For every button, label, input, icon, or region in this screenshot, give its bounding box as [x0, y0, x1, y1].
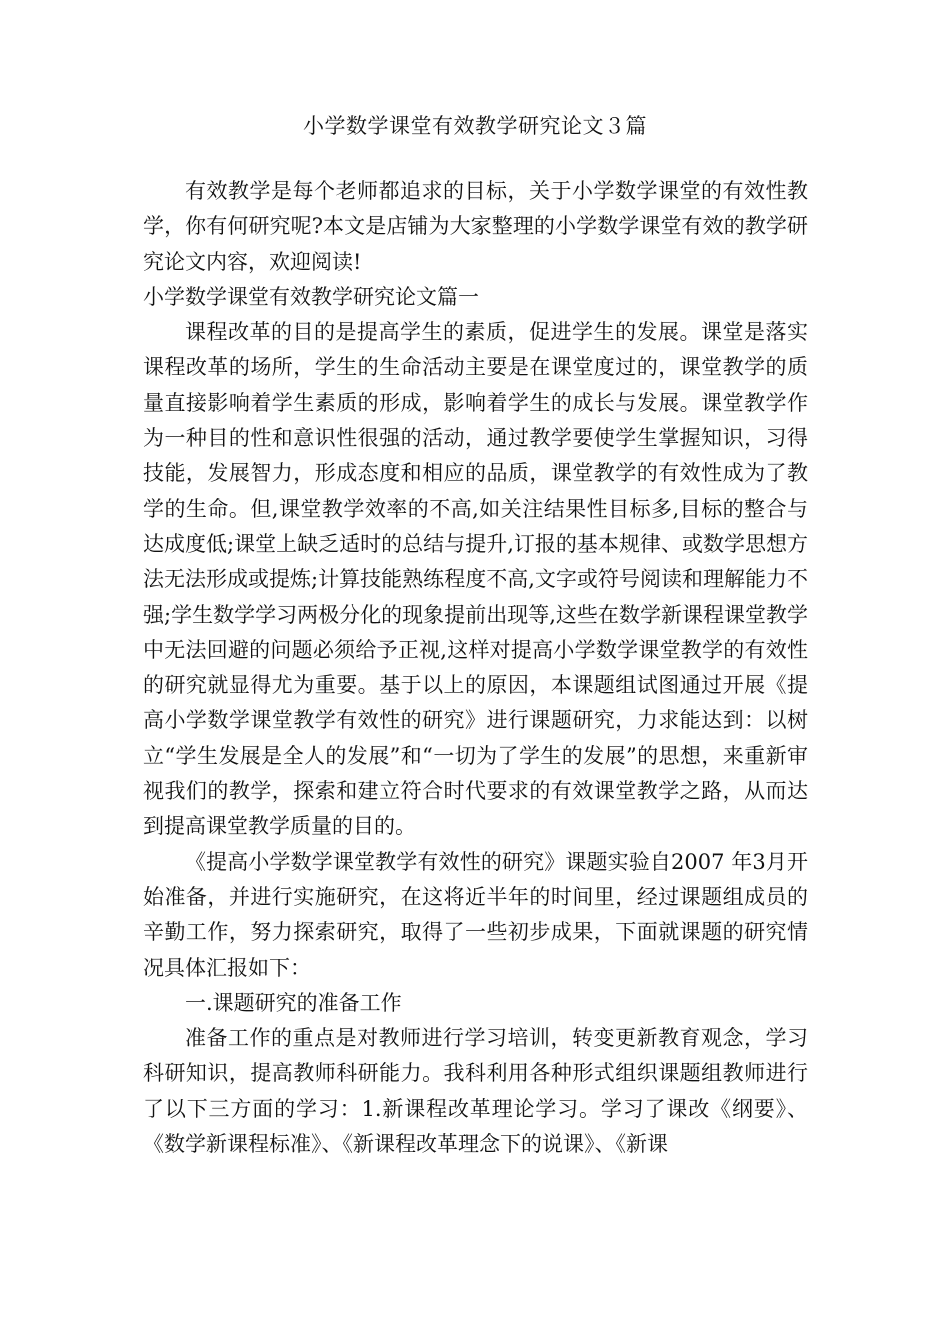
paragraph-background: 课程改革的目的是提高学生的素质，促进学生的发展。课堂是落实课程改革的场所，学生的生命活动主要是在课堂度过的，课堂教学的质量直接影响着学生素质的形成，影响着学生的成长与发展。课堂教学作为一种目的性和意识性很强的活动，通过教学要使学生掌握知识，习得技能，发展智力，形成态度和相应的品质，课堂教学的有效性成为了教学的生命。但,课堂教学效率的不高,如关注结果性目标多,目标的整合与达成度低;课堂上缺乏适时的总结与提升,订报的基本规律、或数学思想方法无法形成或提炼;计算技能熟练程度不高,文字或符号阅读和理解能力不强;学生数学学习两极分化的现象提前出现等,这些在数学新课程课堂教学中无法回避的问题必须给予正视,这样对提高小学数学课堂教学的有效性的研究就显得尤为重要。基于以上的原因，本课题组试图通过开展《提高小学数学课堂教学有效性的研究》进行课题研究，力求能达到：以树立“学生发展是全人的发展”和“一切为了学生的发展”的思想，来重新审视我们的教学，探索和建立符合时代要求的有效课堂教学之路，从而达到提高课堂教学质量的目的。: [143, 320, 808, 839]
paragraph-preparation: 准备工作的重点是对教师进行学习培训，转变更新教育观念，学习科研知识，提高教师科研能力。我科利用各种形式组织课题组教师进行了以下三方面的学习：1.新课程改革理论学习。学习了课改《纲要》、《数学新课程标准》、《新课程改革理念下的说课》、《新课: [143, 1026, 808, 1157]
paragraph-intro: 有效教学是每个老师都追求的目标，关于小学数学课堂的有效性教学，你有何研究呢?本文是店铺为大家整理的小学数学课堂有效的教学研究论文内容，欢迎阅读!: [143, 179, 808, 274]
subsection-heading-preparation: 一.课题研究的准备工作: [185, 990, 402, 1015]
document-body: [143, 174, 808, 1162]
document-title: 小学数学课堂有效教学研究论文３篇: [303, 114, 647, 138]
section-heading-part-one: 小学数学课堂有效教学研究论文篇一: [143, 284, 479, 309]
paragraph-progress: 《提高小学数学课堂教学有效性的研究》课题实验自2007 年3月开始准备，并进行实施研究，在这将近半年的时间里，经过课题组成员的辛勤工作，努力探索研究，取得了一些初步成果，下面就课题的研究情况具体汇报如下：: [143, 849, 808, 980]
